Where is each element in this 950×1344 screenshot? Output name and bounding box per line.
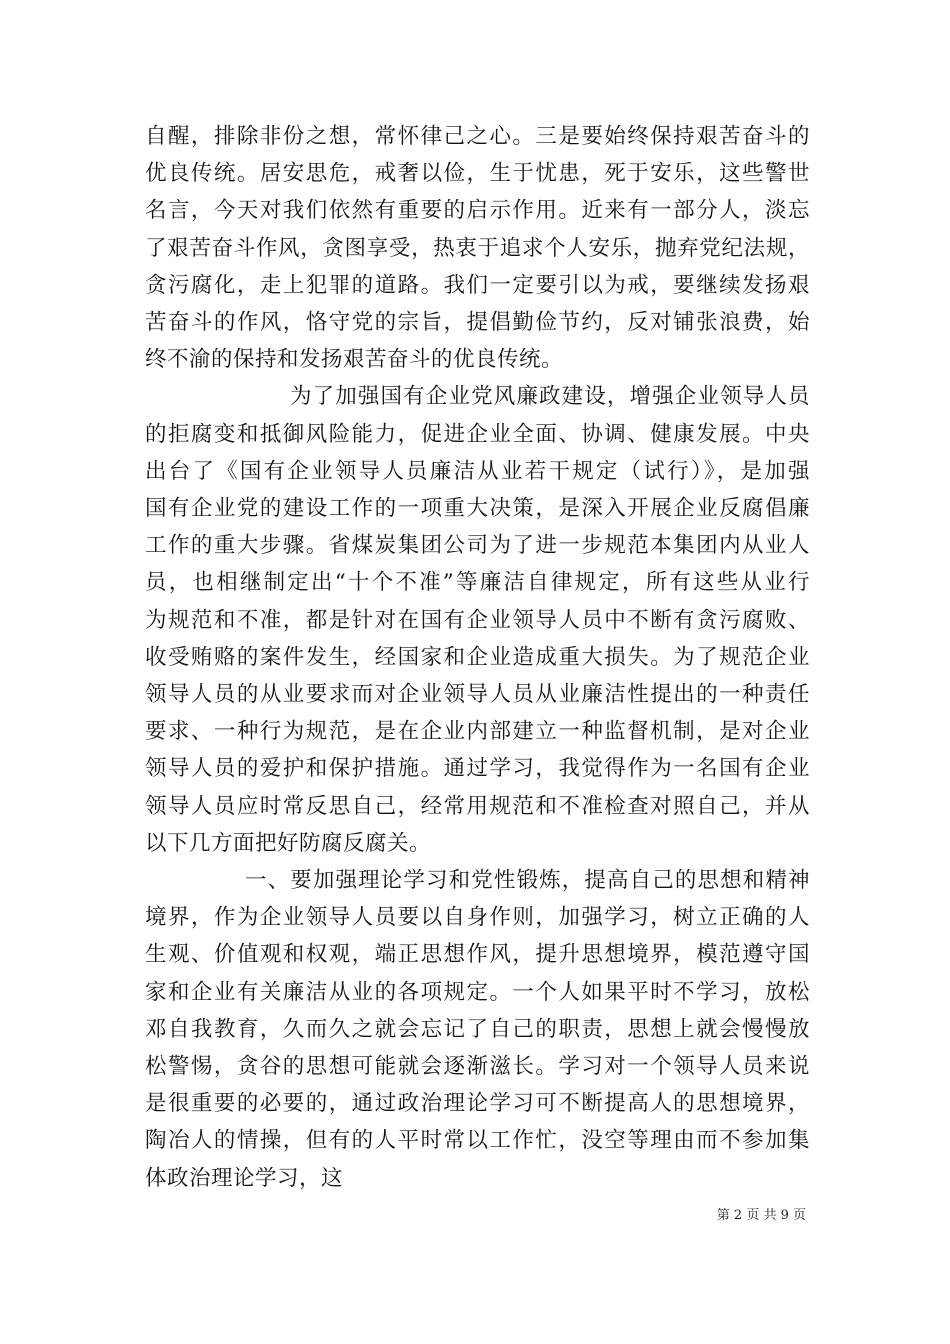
text-line: 了艰苦奋斗作风，贪图享受，热衷于追求个人安乐，抛弃党纪法规，: [145, 235, 810, 261]
text-line: 松警惕，贪谷的思想可能就会逐渐滋长。学习对一个领导人员来说: [145, 1054, 810, 1080]
text-line: 要求、一种行为规范，是在企业内部建立一种监督机制，是对企业: [145, 719, 810, 745]
text-line: 自醒，排除非份之想，常怀律己之心。三是要始终保持艰苦奋斗的: [145, 124, 810, 149]
text-line: 终不渝的保持和发扬艰苦奋斗的优良传统。: [145, 347, 564, 373]
text-line: 体政治理论学习，这: [145, 1165, 344, 1191]
text-line: 以下几方面把好防腐反腐关。: [145, 830, 432, 856]
text-line: 工作的重大步骤。省煤炭集团公司为了进一步规范本集团内从业人: [145, 533, 810, 559]
text-line: 一、要加强理论学习和党性锻炼，提高自己的思想和精神: [245, 868, 810, 894]
text-line: 的拒腐变和抵御风险能力，促进企业全面、协调、健康发展。中央: [145, 421, 810, 447]
text-line: 生观、价值观和权观，端正思想作风，提升思想境界，模范遵守国: [145, 942, 810, 968]
text-line: 家和企业有关廉洁从业的各项规定。一个人如果平时不学习，放松: [145, 979, 810, 1005]
paragraph-3: [145, 862, 810, 1197]
text-line: 优良传统。居安思危，戒奢以俭，生于忧患，死于安乐，这些警世: [145, 161, 810, 187]
text-line: 员，也相继制定出“十个不准”等廉洁自律规定，所有这些从业行: [145, 570, 810, 596]
document-body: [145, 118, 810, 1197]
text-line: 收受贿赂的案件发生，经国家和企业造成重大损失。为了规范企业: [145, 644, 810, 670]
text-line: 出台了《国有企业领导人员廉洁从业若干规定（试行）》，是加强: [145, 458, 810, 484]
text-line: 领导人员的从业要求而对企业领导人员从业廉洁性提出的一种责任: [145, 682, 810, 708]
page-number: 第 2 页 共 9 页: [716, 1208, 806, 1223]
paragraph-1: [145, 118, 810, 378]
text-line: 国有企业党的建设工作的一项重大决策，是深入开展企业反腐倡廉: [145, 496, 810, 522]
text-line: 境界，作为企业领导人员要以自身作则，加强学习，树立正确的人: [145, 905, 810, 931]
text-line: 贪污腐化，走上犯罪的道路。我们一定要引以为戒，要继续发扬艰: [145, 272, 810, 298]
text-line: 邓自我教育，久而久之就会忘记了自己的职责，思想上就会慢慢放: [145, 1016, 810, 1042]
text-line: 苦奋斗的作风，恪守党的宗旨，提倡勤俭节约，反对铺张浪费，始: [145, 310, 810, 336]
text-line: 名言，今天对我们依然有重要的启示作用。近来有一部分人，淡忘: [145, 198, 810, 224]
text-line: 领导人员应时常反思自己，经常用规范和不准检查对照自己，并从: [145, 793, 810, 819]
text-line: 为规范和不准，都是针对在国有企业领导人员中不断有贪污腐败、: [145, 607, 810, 633]
text-line: 为了加强国有企业党风廉政建设，增强企业领导人员: [290, 384, 810, 410]
text-line: 陶冶人的情操，但有的人平时常以工作忙，没空等理由而不参加集: [145, 1128, 810, 1154]
text-line: 是很重要的必要的，通过政治理论学习可不断提高人的思想境界，: [145, 1091, 810, 1117]
paragraph-2: [145, 378, 810, 862]
text-line: 领导人员的爱护和保护措施。通过学习，我觉得作为一名国有企业: [145, 756, 810, 782]
